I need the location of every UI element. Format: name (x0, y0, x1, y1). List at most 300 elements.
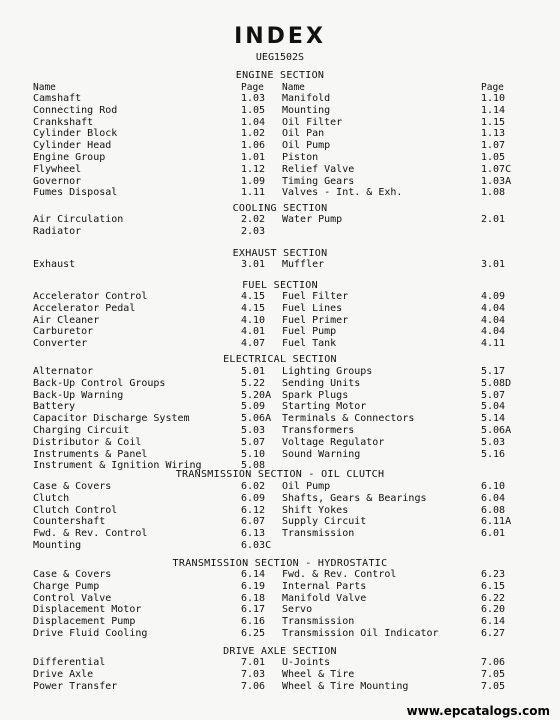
entry-name: Displacement Pump (33, 616, 136, 628)
index-entry[interactable] (33, 128, 293, 140)
index-entry[interactable] (33, 140, 293, 152)
entry-page: 1.10 (481, 93, 506, 104)
entry-page: 4.04 (481, 326, 506, 338)
index-entry[interactable] (33, 540, 293, 552)
entry-page: 2.02 (241, 214, 266, 225)
index-entry[interactable] (282, 259, 512, 271)
entry-page: 6.18 (241, 592, 266, 604)
entry-name: Accelerator Control (33, 291, 148, 302)
entry-page: 1.07 (481, 140, 506, 152)
index-entry[interactable] (282, 338, 512, 350)
entry-name: Case & Covers (33, 481, 112, 492)
index-entry[interactable] (33, 505, 293, 517)
entry-name: Supply Circuit (282, 516, 367, 528)
dot-leader (477, 128, 478, 140)
entry-page: 4.04 (481, 302, 506, 314)
dot-leader (477, 425, 478, 437)
column-header-page: Page (481, 82, 504, 93)
entry-page: 7.05 (481, 680, 506, 692)
dot-leader (237, 176, 238, 188)
entry-page: 7.05 (481, 668, 506, 680)
index-entry[interactable] (33, 164, 293, 176)
dot-leader (477, 93, 478, 105)
entry-name: Oil Pan (282, 128, 325, 140)
dot-leader (237, 604, 238, 616)
dot-leader (237, 581, 238, 593)
index-entry[interactable] (282, 326, 512, 338)
index-entry[interactable] (33, 259, 293, 271)
entry-name: Transmission (282, 616, 355, 628)
index-entry[interactable] (282, 214, 512, 226)
entry-page: 1.06 (241, 140, 266, 152)
entry-name: Sending Units (282, 377, 361, 389)
entry-page: 1.05 (481, 152, 506, 163)
dot-leader (237, 140, 238, 152)
section-title: FUEL SECTION (242, 280, 318, 291)
entry-name: Capacitor Discharge System (33, 413, 190, 425)
entry-page: 4.07 (241, 338, 266, 350)
entry-page: 1.14 (481, 104, 506, 116)
index-entry[interactable] (33, 413, 293, 425)
dot-leader (237, 93, 238, 105)
entry-page: 6.27 (481, 628, 506, 639)
entry-name: Transmission (282, 528, 355, 540)
watermark: www.epcatalogs.com (406, 704, 550, 718)
dot-leader (477, 481, 478, 493)
index-entry[interactable] (33, 481, 293, 493)
entry-page: 5.07 (241, 436, 266, 448)
entry-page: 1.09 (241, 175, 266, 187)
entry-name: Camshaft (33, 93, 82, 104)
entry-name: Accelerator Pedal (33, 302, 136, 314)
entry-name: Muffler (282, 259, 325, 270)
dot-leader (237, 105, 238, 117)
index-entry[interactable] (33, 401, 293, 413)
entry-name: Air Cleaner (33, 314, 100, 326)
dot-leader (237, 493, 238, 505)
index-entry[interactable] (282, 164, 512, 176)
dot-leader (477, 628, 478, 640)
entry-name: Manifold (282, 93, 331, 104)
entry-page: 6.02 (241, 481, 266, 492)
entry-page: 6.20 (481, 604, 506, 616)
entry-page: 6.08 (481, 504, 506, 516)
entry-page: 6.01 (481, 528, 506, 540)
index-entry[interactable] (282, 628, 512, 640)
index-entry[interactable] (33, 516, 293, 528)
index-entry[interactable] (282, 616, 512, 628)
index-entry[interactable] (282, 493, 512, 505)
entry-page: 6.19 (241, 580, 266, 592)
entry-name: U-Joints (282, 657, 331, 668)
index-entry[interactable] (33, 187, 293, 199)
entry-name: Distributor & Coil (33, 436, 142, 448)
dot-leader (237, 366, 238, 378)
index-entry[interactable] (282, 187, 512, 199)
dot-leader (237, 326, 238, 338)
entry-name: Clutch (33, 492, 70, 504)
entry-name: Fuel Tank (282, 338, 337, 350)
dot-leader (477, 593, 478, 605)
index-entry[interactable] (282, 291, 512, 303)
entry-name: Shift Yokes (282, 504, 349, 516)
index-entry[interactable] (33, 616, 293, 628)
dot-leader (237, 616, 238, 628)
index-entry[interactable] (282, 516, 512, 528)
index-entry[interactable] (33, 152, 293, 164)
index-entry[interactable] (33, 569, 293, 581)
entry-page: 5.10 (241, 448, 266, 460)
entry-name: Converter (33, 338, 88, 350)
entry-name: Crankshaft (33, 116, 94, 128)
entry-page: 1.02 (241, 128, 266, 140)
dot-leader (477, 493, 478, 505)
index-entry[interactable] (33, 291, 293, 303)
entry-name: Mounting (33, 540, 82, 551)
entry-name: Transformers (282, 425, 355, 436)
entry-page: 1.03 (241, 93, 266, 104)
index-entry[interactable] (282, 390, 512, 402)
dot-leader (237, 449, 238, 461)
dot-leader (237, 187, 238, 199)
entry-page: 6.10 (481, 481, 506, 492)
entry-page: 1.07C (481, 163, 512, 175)
index-entry[interactable] (282, 505, 512, 517)
entry-page: 6.17 (241, 604, 266, 616)
entry-page: 6.22 (481, 592, 506, 604)
entry-name: Power Transfer (33, 680, 118, 692)
entry-name: Drive Fluid Cooling (33, 628, 148, 639)
entry-page: 5.07 (481, 389, 506, 401)
column-header-page: Page (241, 82, 264, 93)
entry-page: 5.01 (241, 366, 266, 377)
entry-page: 5.03 (241, 425, 266, 436)
entry-name: Control Valve (33, 592, 112, 604)
entry-name: Displacement Motor (33, 604, 142, 616)
index-entry[interactable] (33, 326, 293, 338)
index-entry[interactable] (282, 303, 512, 315)
entry-page: 4.04 (481, 314, 506, 326)
dot-leader (477, 176, 478, 188)
index-entry[interactable] (33, 214, 293, 226)
dot-leader (237, 540, 238, 552)
entry-name: Drive Axle (33, 668, 94, 680)
dot-leader (477, 291, 478, 303)
dot-leader (237, 378, 238, 390)
section-title: TRANSMISSION SECTION - HYDROSTATIC (172, 558, 388, 569)
entry-page: 5.16 (481, 448, 506, 460)
dot-leader (237, 437, 238, 449)
dot-leader (237, 315, 238, 327)
entry-page: 7.06 (481, 657, 506, 668)
section-title: TRANSMISSION SECTION - OIL CLUTCH (175, 469, 385, 480)
dot-leader (477, 604, 478, 616)
entry-page: 5.08D (481, 377, 512, 389)
index-entry[interactable] (282, 581, 512, 593)
dot-leader (237, 291, 238, 303)
dot-leader (237, 338, 238, 350)
entry-name: Wheel & Tire (282, 668, 355, 680)
dot-leader (237, 128, 238, 140)
entry-page: 4.01 (241, 326, 266, 338)
entry-name: Fuel Filter (282, 291, 349, 302)
index-entry[interactable] (282, 117, 512, 129)
dot-leader (477, 505, 478, 517)
index-entry[interactable] (282, 528, 512, 540)
index-entry[interactable] (33, 176, 293, 188)
entry-page: 4.09 (481, 291, 506, 302)
index-entry[interactable] (33, 493, 293, 505)
entry-name: Case & Covers (33, 569, 112, 580)
entry-name: Terminals & Connectors (282, 413, 415, 425)
index-entry[interactable] (282, 449, 512, 461)
dot-leader (237, 528, 238, 540)
index-entry[interactable] (33, 528, 293, 540)
entry-page: 7.01 (241, 657, 266, 668)
index-entry[interactable] (33, 628, 293, 640)
entry-name: Fwd. & Rev. Control (282, 569, 397, 580)
dot-leader (477, 378, 478, 390)
dot-leader (477, 164, 478, 176)
index-entry[interactable] (33, 437, 293, 449)
entry-name: Transmission Oil Indicator (282, 628, 439, 639)
index-entry[interactable] (282, 128, 512, 140)
index-entry[interactable] (282, 481, 512, 493)
entry-name: Exhaust (33, 259, 76, 270)
entry-page: 3.01 (481, 259, 506, 270)
index-entry[interactable] (282, 669, 512, 681)
entry-name: Back-Up Warning (33, 389, 124, 401)
entry-name: Cylinder Block (33, 128, 118, 140)
index-entry[interactable] (33, 315, 293, 327)
index-entry[interactable] (282, 425, 512, 437)
entry-page: 7.03 (241, 668, 266, 680)
index-entry[interactable] (33, 657, 293, 669)
index-entry[interactable] (282, 413, 512, 425)
entry-page: 5.22 (241, 377, 266, 389)
entry-page: 3.01 (241, 259, 266, 270)
dot-leader (237, 214, 238, 226)
dot-leader (237, 516, 238, 528)
entry-name: Flywheel (33, 163, 82, 175)
entry-name: Sound Warning (282, 448, 361, 460)
index-entry[interactable] (282, 93, 512, 105)
section-title: COOLING SECTION (232, 203, 328, 214)
index-entry[interactable] (33, 425, 293, 437)
index-entry[interactable] (282, 681, 512, 693)
index-entry[interactable] (33, 604, 293, 616)
entry-page: 1.15 (481, 116, 506, 128)
entry-name: Fumes Disposal (33, 187, 118, 199)
index-entry[interactable] (282, 315, 512, 327)
entry-page: 6.12 (241, 504, 266, 516)
dot-leader (477, 681, 478, 693)
entry-page: 5.20A (241, 389, 272, 401)
entry-name: Manifold Valve (282, 592, 367, 604)
entry-page: 5.14 (481, 413, 506, 425)
index-entry[interactable] (33, 226, 293, 238)
dot-leader (237, 681, 238, 693)
entry-name: Wheel & Tire Mounting (282, 680, 409, 692)
entry-name: Fwd. & Rev. Control (33, 528, 148, 540)
dot-leader (477, 437, 478, 449)
entry-page: 6.04 (481, 492, 506, 504)
index-entry[interactable] (33, 390, 293, 402)
entry-page: 7.06 (241, 680, 266, 692)
entry-name: Water Pump (282, 214, 343, 225)
index-entry[interactable] (282, 152, 512, 164)
entry-page: 1.01 (241, 152, 266, 163)
index-entry[interactable] (33, 105, 293, 117)
entry-name: Cylinder Head (33, 140, 112, 152)
index-entry[interactable] (33, 303, 293, 315)
index-entry[interactable] (282, 437, 512, 449)
entry-page: 2.03 (241, 225, 266, 237)
dot-leader (477, 569, 478, 581)
entry-name: Governor (33, 175, 82, 187)
dot-leader (477, 669, 478, 681)
entry-page: 5.06A (481, 425, 512, 436)
entry-name: Valves - Int. & Exh. (282, 187, 403, 199)
section-title: EXHAUST SECTION (232, 248, 328, 259)
entry-page: 5.06A (241, 413, 272, 425)
dot-leader (477, 259, 478, 271)
entry-name: Connecting Rod (33, 104, 118, 116)
index-entry[interactable] (33, 593, 293, 605)
dot-leader (237, 401, 238, 413)
index-entry[interactable] (33, 338, 293, 350)
entry-name: Internal Parts (282, 580, 367, 592)
dot-leader (477, 616, 478, 628)
entry-name: Alternator (33, 366, 94, 377)
index-entry[interactable] (282, 378, 512, 390)
entry-page: 6.09 (241, 492, 266, 504)
entry-page: 5.17 (481, 366, 506, 377)
dot-leader (477, 214, 478, 226)
entry-page: 4.15 (241, 302, 266, 314)
dot-leader (237, 117, 238, 129)
dot-leader (237, 481, 238, 493)
dot-leader (237, 593, 238, 605)
entry-page: 1.12 (241, 163, 266, 175)
entry-name: Clutch Control (33, 504, 118, 516)
entry-page: 5.09 (241, 401, 266, 413)
entry-name: Fuel Primer (282, 314, 349, 326)
dot-leader (477, 140, 478, 152)
index-entry[interactable] (282, 657, 512, 669)
entry-name: Oil Filter (282, 116, 343, 128)
entry-page: 5.03 (481, 436, 506, 448)
index-entry[interactable] (33, 366, 293, 378)
document-code: UEG1502S (255, 52, 305, 63)
entry-name: Fuel Pump (282, 326, 337, 338)
index-entry[interactable] (282, 366, 512, 378)
entry-name: Fuel Lines (282, 302, 343, 314)
entry-page: 2.01 (481, 214, 506, 225)
entry-name: Carburetor (33, 326, 94, 338)
entry-page: 1.03A (481, 175, 512, 187)
index-entry[interactable] (282, 593, 512, 605)
entry-name: Engine Group (33, 152, 106, 163)
entry-name: Voltage Regulator (282, 436, 385, 448)
entry-page: 6.13 (241, 528, 266, 540)
dot-leader (237, 152, 238, 164)
dot-leader (237, 390, 238, 402)
entry-name: Countershaft (33, 516, 106, 528)
dot-leader (237, 164, 238, 176)
dot-leader (237, 628, 238, 640)
index-entry[interactable] (282, 401, 512, 413)
dot-leader (237, 259, 238, 271)
index-entry[interactable] (282, 176, 512, 188)
index-entry[interactable] (282, 604, 512, 616)
entry-name: Instrument & Ignition Wiring (33, 460, 202, 472)
dot-leader (477, 303, 478, 315)
entry-name: Oil Pump (282, 140, 331, 152)
entry-name: Instruments & Panel (33, 448, 148, 460)
column-header-name: Name (33, 82, 56, 93)
dot-leader (477, 413, 478, 425)
entry-name: Oil Pump (282, 481, 331, 492)
index-entry[interactable] (33, 449, 293, 461)
index-entry[interactable] (33, 581, 293, 593)
index-entry[interactable] (33, 681, 293, 693)
index-entry[interactable] (33, 378, 293, 390)
entry-name: Charge Pump (33, 580, 100, 592)
entry-page: 6.07 (241, 516, 266, 528)
dot-leader (237, 669, 238, 681)
entry-name: Piston (282, 152, 319, 163)
entry-name: Battery (33, 401, 76, 413)
entry-name: Air Circulation (33, 214, 124, 225)
dot-leader (237, 569, 238, 581)
dot-leader (477, 516, 478, 528)
entry-name: Back-Up Control Groups (33, 377, 166, 389)
index-entry[interactable] (282, 105, 512, 117)
entry-name: Starting Motor (282, 401, 367, 413)
entry-name: Spark Plugs (282, 389, 349, 401)
entry-name: Mounting (282, 104, 331, 116)
index-entry[interactable] (282, 140, 512, 152)
entry-page: 1.04 (241, 116, 266, 128)
dot-leader (477, 338, 478, 350)
entry-name: Timing Gears (282, 175, 355, 187)
entry-name: Differential (33, 657, 106, 668)
index-entry[interactable] (282, 569, 512, 581)
entry-page: 6.14 (481, 616, 506, 628)
entry-name: Servo (282, 604, 313, 616)
dot-leader (237, 657, 238, 669)
entry-page: 4.10 (241, 314, 266, 326)
dot-leader (477, 528, 478, 540)
dot-leader (237, 413, 238, 425)
entry-page: 1.13 (481, 128, 506, 140)
index-entry[interactable] (33, 117, 293, 129)
entry-page: 1.08 (481, 187, 506, 199)
entry-name: Charging Circuit (33, 425, 130, 436)
entry-page: 5.08 (241, 460, 266, 472)
dot-leader (477, 581, 478, 593)
section-title: DRIVE AXLE SECTION (223, 646, 337, 657)
dot-leader (477, 187, 478, 199)
index-entry[interactable] (33, 93, 293, 105)
index-entry[interactable] (33, 669, 293, 681)
dot-leader (477, 117, 478, 129)
dot-leader (237, 425, 238, 437)
section-title: ENGINE SECTION (235, 70, 325, 81)
dot-leader (237, 303, 238, 315)
dot-leader (477, 105, 478, 117)
